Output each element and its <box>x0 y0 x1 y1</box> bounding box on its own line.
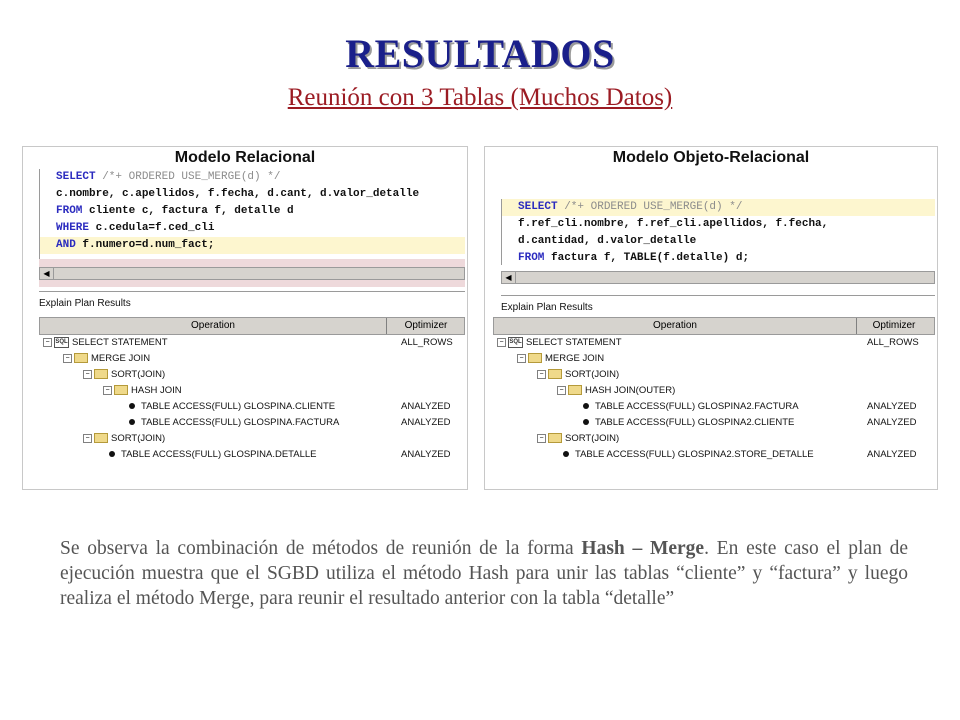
page-title: RESULTADOS <box>345 31 615 76</box>
divider <box>501 295 935 296</box>
collapse-icon[interactable]: − <box>537 434 546 443</box>
collapse-icon[interactable]: − <box>557 386 566 395</box>
horizontal-scrollbar[interactable] <box>501 271 935 284</box>
sql-text: c.nombre, c.apellidos, f.fecha, d.cant, d.valor_detalle <box>56 188 420 200</box>
collapse-icon[interactable]: − <box>43 338 52 347</box>
operation-label: SORT(JOIN) <box>111 369 166 380</box>
folder-icon <box>74 353 88 363</box>
optimizer-value: ANALYZED <box>401 449 451 460</box>
optimizer-value: ALL_ROWS <box>867 337 919 348</box>
table-row[interactable] <box>39 447 465 463</box>
table-row[interactable] <box>493 447 935 463</box>
sql-line <box>40 220 465 237</box>
collapse-icon[interactable]: − <box>517 354 526 363</box>
folder-icon <box>114 385 128 395</box>
operation-label: TABLE ACCESS(FULL) GLOSPINA.CLIENTE <box>141 401 336 412</box>
table-row[interactable] <box>493 431 935 447</box>
sql-text: factura f, TABLE(f.detalle) d; <box>544 252 750 264</box>
column-header-optimizer[interactable]: Optimizer <box>872 320 916 331</box>
horizontal-scrollbar[interactable] <box>39 267 465 280</box>
grid-header <box>39 317 465 335</box>
sql-line <box>502 216 935 233</box>
sql-comment: /*+ ORDERED USE_MERGE(d) */ <box>557 201 743 213</box>
table-row[interactable] <box>493 399 935 415</box>
sql-editor[interactable] <box>501 199 935 265</box>
table-row[interactable] <box>493 335 935 351</box>
folder-icon <box>568 385 582 395</box>
explain-plan-grid <box>493 317 935 487</box>
sql-text: c.cedula=f.ced_cli <box>89 222 215 234</box>
folder-icon <box>94 369 108 379</box>
sql-keyword: FROM <box>518 252 545 264</box>
table-row[interactable] <box>39 351 465 367</box>
operation-label: TABLE ACCESS(FULL) GLOSPINA.FACTURA <box>141 417 340 428</box>
table-row[interactable] <box>39 415 465 431</box>
leaf-node-icon <box>109 451 115 457</box>
folder-icon <box>528 353 542 363</box>
collapse-icon[interactable]: − <box>497 338 506 347</box>
sql-keyword: SELECT <box>518 201 558 213</box>
explain-plan-label: Explain Plan Results <box>501 302 593 313</box>
collapse-icon[interactable]: − <box>63 354 72 363</box>
paragraph-text: . En este caso el plan de ejecución muestra que el SGBD utiliza el método Hash para unir las tablas “cliente” y “factura” y luego realiza el método Merge, para reunir el resultado anterior con la tabla “detalle” <box>60 538 908 609</box>
operation-label: TABLE ACCESS(FULL) GLOSPINA2.STORE_DETALLE <box>575 449 814 460</box>
leaf-node-icon <box>583 419 589 425</box>
table-row[interactable] <box>39 399 465 415</box>
table-row[interactable] <box>493 351 935 367</box>
operation-label: TABLE ACCESS(FULL) GLOSPINA.DETALLE <box>121 449 317 460</box>
collapse-icon[interactable]: − <box>83 434 92 443</box>
table-row[interactable] <box>493 367 935 383</box>
sql-line <box>40 169 465 186</box>
optimizer-value: ANALYZED <box>401 417 451 428</box>
object-relational-model-panel <box>484 146 938 490</box>
operation-label: SORT(JOIN) <box>565 433 620 444</box>
sql-statement-icon: SQL <box>54 337 69 348</box>
panel-title: Modelo Relacional <box>174 149 316 166</box>
sql-line <box>502 233 935 250</box>
sql-statement-icon: SQL <box>508 337 523 348</box>
column-header-operation[interactable]: Operation <box>494 318 857 334</box>
leaf-node-icon <box>563 451 569 457</box>
folder-icon <box>548 369 562 379</box>
collapse-icon[interactable]: − <box>83 370 92 379</box>
sql-line-highlighted <box>502 199 935 216</box>
explain-plan-label: Explain Plan Results <box>39 298 131 309</box>
operation-label: TABLE ACCESS(FULL) GLOSPINA2.FACTURA <box>595 401 799 412</box>
explain-plan-grid <box>39 317 465 487</box>
sql-line <box>40 203 465 220</box>
sql-line <box>502 250 935 267</box>
paragraph-text: Se observa la combinación de métodos de reunión de la forma <box>60 538 582 559</box>
relational-model-panel <box>22 146 468 490</box>
leaf-node-icon <box>583 403 589 409</box>
column-header-operation[interactable]: Operation <box>40 318 387 334</box>
sql-editor[interactable] <box>39 169 465 259</box>
sql-keyword: AND <box>56 239 76 251</box>
sql-comment: /*+ ORDERED USE_MERGE(d) */ <box>95 171 281 183</box>
scroll-left-icon[interactable]: ◀ <box>40 268 54 279</box>
operation-label: SORT(JOIN) <box>565 369 620 380</box>
operation-label: SELECT STATEMENT <box>526 337 622 348</box>
table-row[interactable] <box>39 383 465 399</box>
sql-keyword: SELECT <box>56 171 96 183</box>
operation-label: TABLE ACCESS(FULL) GLOSPINA2.CLIENTE <box>595 417 795 428</box>
optimizer-value: ANALYZED <box>867 417 917 428</box>
table-row[interactable] <box>39 367 465 383</box>
optimizer-value: ANALYZED <box>401 401 451 412</box>
sql-text: d.cantidad, d.valor_detalle <box>518 235 697 247</box>
operation-label: HASH JOIN(OUTER) <box>585 385 676 396</box>
folder-icon <box>548 433 562 443</box>
grid-header <box>493 317 935 335</box>
table-row[interactable] <box>39 431 465 447</box>
subtitle-text: Reunión con 3 Tablas (Muchos Datos) <box>287 84 673 111</box>
operation-label: SELECT STATEMENT <box>72 337 168 348</box>
leaf-node-icon <box>129 419 135 425</box>
optimizer-value: ANALYZED <box>867 401 917 412</box>
sql-keyword: WHERE <box>56 222 90 234</box>
optimizer-value: ANALYZED <box>867 449 917 460</box>
paragraph-emphasis: Hash – Merge <box>581 538 705 559</box>
optimizer-value: ALL_ROWS <box>401 337 453 348</box>
table-row[interactable] <box>39 335 465 351</box>
table-row[interactable] <box>493 415 935 431</box>
sql-text: f.ref_cli.nombre, f.ref_cli.apellidos, f.fecha, <box>518 218 829 230</box>
table-row[interactable] <box>493 383 935 399</box>
sql-line <box>40 186 465 203</box>
operation-label: MERGE JOIN <box>91 353 151 364</box>
operation-label: HASH JOIN <box>131 385 182 396</box>
sql-line-highlighted <box>40 237 465 254</box>
operation-label: SORT(JOIN) <box>111 433 166 444</box>
sql-text: cliente c, factura f, detalle d <box>82 205 294 217</box>
explanation-paragraph <box>60 536 908 611</box>
page-subtitle <box>0 84 960 112</box>
folder-icon <box>94 433 108 443</box>
operation-label: MERGE JOIN <box>545 353 605 364</box>
column-header-optimizer[interactable]: Optimizer <box>404 320 448 331</box>
collapse-icon[interactable]: − <box>537 370 546 379</box>
collapse-icon[interactable]: − <box>103 386 112 395</box>
sql-keyword: FROM <box>56 205 83 217</box>
leaf-node-icon <box>129 403 135 409</box>
scroll-left-icon[interactable]: ◀ <box>502 272 516 283</box>
divider <box>39 291 465 292</box>
panel-title: Modelo Objeto-Relacional <box>612 149 810 166</box>
sql-text: f.numero=d.num_fact; <box>75 239 215 251</box>
